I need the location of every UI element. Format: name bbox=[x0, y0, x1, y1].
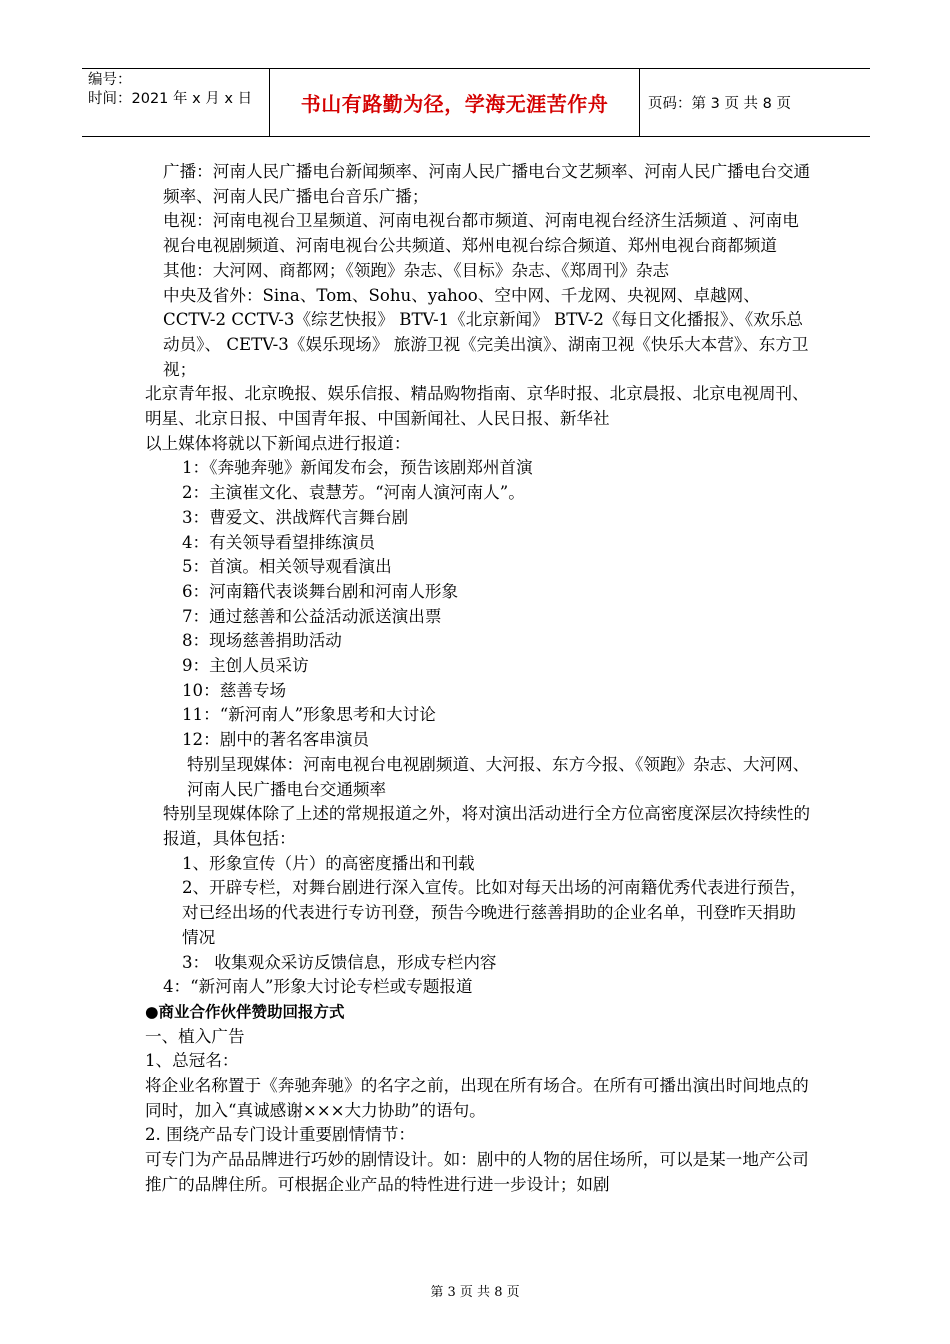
body-paragraph: 特别呈现媒体：河南电视台电视剧频道、大河报、东方今报、《领跑》杂志、大河网、河南人民广播电台交通频率 bbox=[187, 754, 810, 799]
body-paragraph: 电视：河南电视台卫星频道、河南电视台都市频道、河南电视台经济生活频道 、河南电视台电视剧频道、河南电视台公共频道、郑州电视台综合频道、郑州电视台商都频道 bbox=[163, 211, 799, 256]
body-paragraph: 4：有关领导看望排练演员 bbox=[182, 532, 376, 552]
body-paragraph: 可专门为产品品牌进行巧妙的剧情设计。如：剧中的人物的居住场所，可以是某一地产公司推广的品牌住所。可根据企业产品的特性进行进一步设计；如剧 bbox=[145, 1150, 809, 1194]
body-paragraph: 5：首演。相关领导观看演出 bbox=[182, 557, 392, 577]
body-paragraph: 6：河南籍代表谈舞台剧和河南人形象 bbox=[182, 581, 459, 601]
body-paragraph: 10：慈善专场 bbox=[182, 680, 287, 700]
body-paragraph: 中央及省外：Sina、Tom、Sohu、yahoo、空中网、千龙网、央视网、卓越网、CCTV-2 CCTV-3《综艺快报》 BTV-1《北京新闻》 BTV-2《每日文化播报》、《欢乐总动员》、 CETV-3《娱乐现场》 旅游卫视《完美出演》、湖南卫视《快乐大本营》、东方卫视； bbox=[163, 285, 809, 379]
body-paragraph: 2. 围绕产品专门设计重要剧情情节： bbox=[145, 1125, 416, 1145]
section-heading: ●商业合作伙伴赞助回报方式 bbox=[145, 1002, 345, 1021]
body-paragraph: 4：“新河南人”形象大讨论专栏或专题报道 bbox=[163, 977, 473, 997]
body-paragraph: 12：剧中的著名客串演员 bbox=[182, 730, 370, 750]
body-paragraph: 2：主演崔文化、袁慧芳。“河南人演河南人”。 bbox=[182, 483, 525, 503]
page-header bbox=[82, 68, 870, 137]
body-paragraph: 8：现场慈善捐助活动 bbox=[182, 631, 342, 651]
body-paragraph: 7：通过慈善和公益活动派送演出票 bbox=[182, 606, 442, 626]
body-paragraph: 广播：河南人民广播电台新闻频率、河南人民广播电台文艺频率、河南人民广播电台交通频率、河南人民广播电台音乐广播； bbox=[163, 162, 811, 206]
document-number-label: 编号： bbox=[88, 72, 132, 88]
header-motto: 书山有路勤为径，学海无涯苦作舟 bbox=[270, 69, 640, 136]
body-paragraph: 3：曹爱文、洪战辉代言舞台剧 bbox=[182, 507, 409, 527]
body-paragraph: 一、植入广告 bbox=[145, 1026, 245, 1046]
body-paragraph: 特别呈现媒体除了上述的常规报道之外，将对演出活动进行全方位高密度深层次持续性的报道，具体包括： bbox=[163, 804, 811, 848]
body-paragraph: 其他：大河网、商都网；《领跑》杂志、《目标》杂志、《郑周刊》杂志 bbox=[163, 260, 670, 280]
header-page-number: 页码：第 3 页 共 8 页 bbox=[648, 96, 791, 112]
document-body bbox=[145, 160, 811, 1198]
body-paragraph: 将企业名称置于《奔驰奔驰》的名字之前，出现在所有场合。在所有可播出演出时间地点的同时，加入“真诚感谢×××大力协助”的语句。 bbox=[145, 1076, 809, 1120]
body-paragraph: 1、形象宣传（片）的高密度播出和刊载 bbox=[182, 853, 475, 873]
body-paragraph: 1、总冠名： bbox=[145, 1051, 239, 1071]
body-paragraph: 3： 收集观众采访反馈信息，形成专栏内容 bbox=[182, 952, 497, 972]
body-paragraph: 以上媒体将就以下新闻点进行报道： bbox=[145, 433, 411, 453]
body-paragraph: 2、开辟专栏，对舞台剧进行深入宣传。比如对每天出场的河南籍优秀代表进行预告，对已经出场的代表进行专访刊登，预告今晚进行慈善捐助的企业名单，刊登昨天捐助情况 bbox=[182, 878, 807, 947]
page-footer: 第 3 页 共 8 页 bbox=[430, 1285, 520, 1300]
body-paragraph: 11：“新河南人”形象思考和大讨论 bbox=[182, 705, 436, 725]
header-info-cell bbox=[82, 69, 270, 136]
document-date-label: 时间：2021 年 x 月 x 日 bbox=[88, 91, 253, 107]
body-paragraph: 北京青年报、北京晚报、娱乐信报、精品购物指南、京华时报、北京晨报、北京电视周刊、明星、北京日报、中国青年报、中国新闻社、人民日报、新华社 bbox=[145, 384, 809, 429]
body-paragraph: 1：《奔驰奔驰》新闻发布会，预告该剧郑州首演 bbox=[182, 458, 533, 478]
body-paragraph: 9：主创人员采访 bbox=[182, 656, 309, 676]
